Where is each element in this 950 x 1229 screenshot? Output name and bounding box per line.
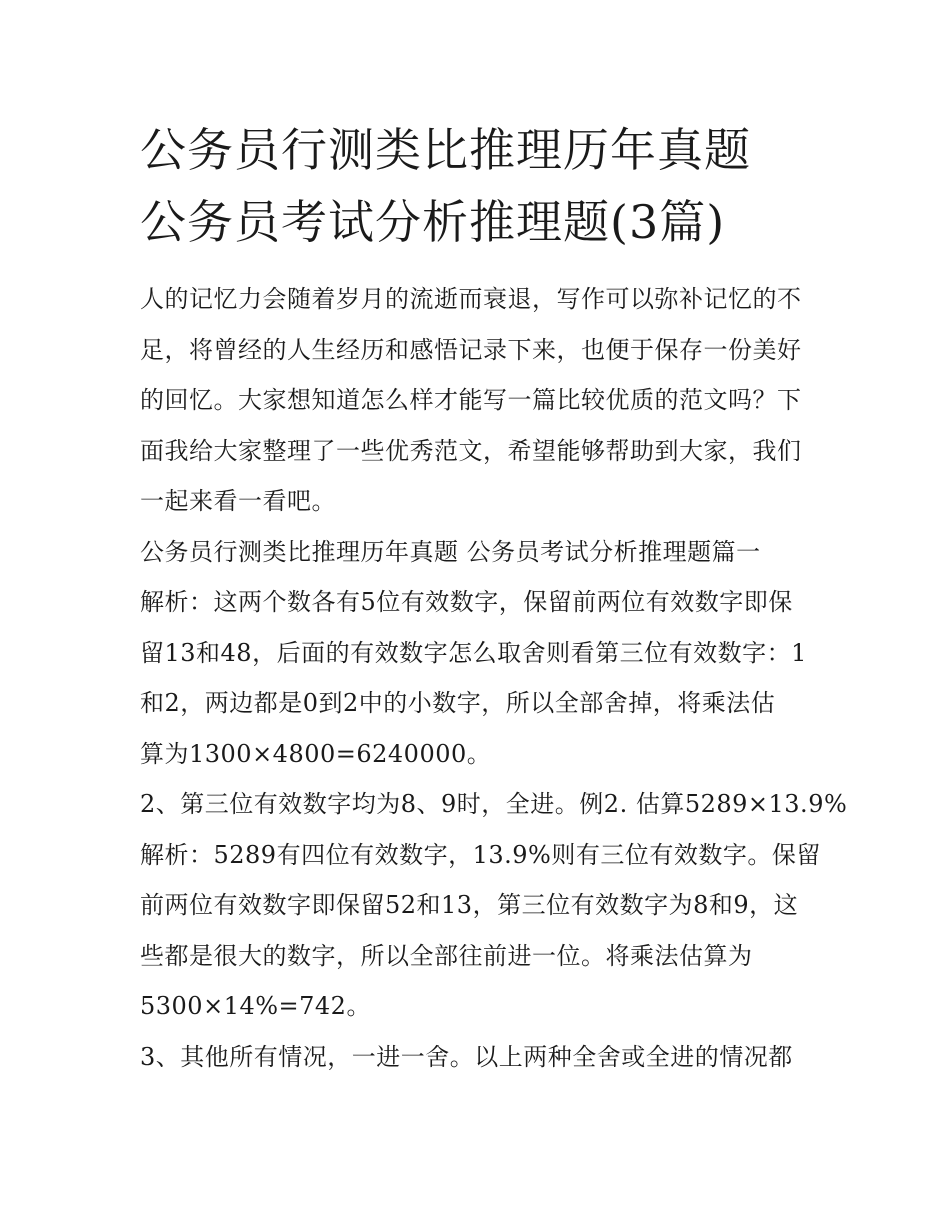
analysis-paragraph-2 — [140, 830, 820, 1032]
analysis1-line: 算为1300×4800=6240000。 — [140, 739, 492, 768]
rule-2-line: 2、第三位有效数字均为8、9时，全进。例2. 估算5289×13.9% — [140, 790, 848, 818]
rule-2-paragraph — [140, 779, 848, 830]
document-body — [140, 274, 848, 1082]
analysis2-line: 前两位有效数字即保留52和13，第三位有效数字为8和9，这 — [140, 891, 799, 919]
intro-line: 足，将曾经的人生经历和感悟记录下来，也便于保存一份美好 — [140, 335, 802, 364]
analysis2-line: 5300×14%=742。 — [140, 992, 371, 1020]
analysis2-line: 些都是很大的数字，所以全部往前进一位。将乘法估算为 — [140, 941, 753, 970]
intro-line: 人的记忆力会随着岁月的流逝而衰退，写作可以弥补记忆的不 — [140, 285, 802, 313]
section-heading — [140, 527, 820, 578]
analysis1-line: 解析：这两个数各有5位有效数字，保留前两位有效数字即保 — [140, 588, 793, 616]
analysis1-line: 和2，两边都是0到2中的小数字，所以全部舍掉，将乘法估 — [140, 689, 776, 717]
intro-paragraph — [140, 274, 820, 527]
analysis-paragraph-1 — [140, 577, 820, 779]
intro-line: 的回忆。大家想知道怎么样才能写一篇比较优质的范文吗？下 — [140, 386, 802, 414]
analysis1-line: 留13和48，后面的有效数字怎么取舍则看第三位有效数字：1 — [140, 638, 807, 667]
intro-line: 面我给大家整理了一些优秀范文，希望能够帮助到大家，我们 — [140, 436, 802, 465]
rule-3-paragraph — [140, 1032, 820, 1083]
title-line-1: 公务员行测类比推理历年真题 — [140, 123, 751, 177]
analysis2-line: 解析：5289有四位有效数字，13.9%则有三位有效数字。保留 — [140, 840, 821, 869]
title-line-2: 公务员考试分析推理题(3篇) — [140, 195, 726, 249]
rule-3-line: 3、其他所有情况，一进一舍。以上两种全舍或全进的情况都 — [140, 1042, 793, 1071]
page-title — [140, 114, 830, 258]
intro-line: 一起来看一看吧。 — [140, 487, 336, 515]
section-heading-text: 公务员行测类比推理历年真题 公务员考试分析推理题篇一 — [140, 537, 761, 566]
